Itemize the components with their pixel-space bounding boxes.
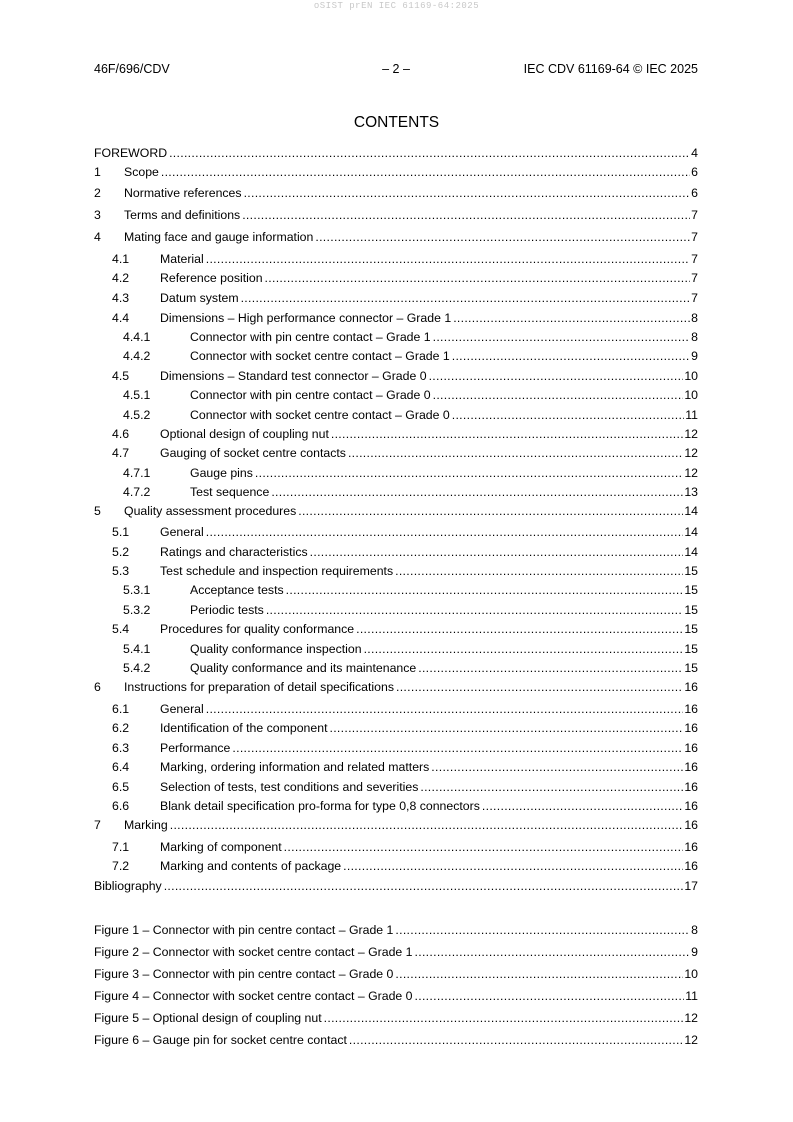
toc-entry-number: 5.4.1 xyxy=(123,642,151,656)
toc-dot-leader xyxy=(298,504,683,519)
toc-entry-title: Ratings and characteristics xyxy=(160,545,308,559)
toc-entry[interactable] xyxy=(94,311,698,326)
toc-entry[interactable] xyxy=(94,840,698,855)
toc-entry-number: 4.4 xyxy=(112,311,130,325)
toc-entry-page: 13 xyxy=(684,485,698,499)
toc-entry-number: 6.3 xyxy=(112,741,130,755)
figure-list-entry[interactable] xyxy=(94,945,698,960)
toc-entry-page: 6 xyxy=(691,186,698,200)
toc-entry-page: 7 xyxy=(691,291,698,305)
toc-entry[interactable] xyxy=(94,408,698,423)
toc-entry-page: 7 xyxy=(691,271,698,285)
toc-dot-leader xyxy=(161,165,690,180)
toc-entry-title: Identification of the component xyxy=(160,721,328,735)
toc-entry[interactable] xyxy=(94,349,698,364)
toc-dot-leader xyxy=(418,661,683,676)
toc-entry-title: FOREWORD xyxy=(94,146,168,160)
toc-entry-page: 12 xyxy=(684,1033,698,1047)
toc-entry[interactable] xyxy=(94,702,698,717)
document-reference: 46F/696/CDV xyxy=(94,62,170,76)
toc-entry-title: Connector with pin centre contact – Grade 1 xyxy=(190,330,431,344)
toc-entry-page: 11 xyxy=(685,989,698,1003)
toc-dot-leader xyxy=(255,466,683,481)
toc-entry-title: Mating face and gauge information xyxy=(124,230,314,244)
toc-entry-page: 16 xyxy=(684,840,698,854)
toc-entry-number: 4.5 xyxy=(112,369,130,383)
page-number: – 2 – xyxy=(382,62,410,76)
toc-dot-leader xyxy=(396,680,683,695)
toc-entry-title: Quality assessment procedures xyxy=(124,504,297,518)
toc-dot-leader xyxy=(271,485,683,500)
toc-dot-leader xyxy=(343,859,683,874)
toc-entry[interactable] xyxy=(94,291,698,306)
toc-entry-title: Terms and definitions xyxy=(124,208,241,222)
toc-entry[interactable] xyxy=(94,388,698,403)
toc-entry[interactable] xyxy=(94,721,698,736)
toc-entry-page: 14 xyxy=(684,525,698,539)
toc-entry-number: 6.4 xyxy=(112,760,130,774)
toc-entry-title: Figure 5 – Optional design of coupling nut xyxy=(94,1011,322,1025)
toc-dot-leader xyxy=(431,760,683,775)
toc-dot-leader xyxy=(395,967,683,982)
toc-dot-leader xyxy=(206,702,684,717)
toc-entry-number: 4.4.2 xyxy=(123,349,151,363)
toc-entry-number: 6 xyxy=(94,680,101,694)
toc-entry[interactable] xyxy=(94,271,698,286)
toc-entry-page: 8 xyxy=(691,923,698,937)
toc-entry[interactable] xyxy=(94,859,698,874)
toc-entry-title: Selection of tests, test conditions and severities xyxy=(160,780,419,794)
toc-entry-title: Marking of component xyxy=(160,840,282,854)
toc-entry-number: 4.5.2 xyxy=(123,408,151,422)
toc-entry-number: 6.1 xyxy=(112,702,130,716)
toc-entry-page: 12 xyxy=(684,1011,698,1025)
toc-entry-title: Test schedule and inspection requirements xyxy=(160,564,394,578)
figure-list-entry[interactable] xyxy=(94,1011,698,1026)
toc-entry-number: 5.2 xyxy=(112,545,130,559)
toc-entry-page: 15 xyxy=(684,564,698,578)
toc-dot-leader xyxy=(266,603,684,618)
toc-entry-title: Procedures for quality conformance xyxy=(160,622,355,636)
toc-dot-leader xyxy=(330,721,684,736)
toc-entry-page: 7 xyxy=(691,252,698,266)
toc-entry-title: General xyxy=(160,702,204,716)
toc-entry-page: 12 xyxy=(684,466,698,480)
toc-entry-title: Reference position xyxy=(160,271,263,285)
toc-entry-title: Material xyxy=(160,252,204,266)
toc-entry-title: Figure 4 – Connector with socket centre contact – Grade 0 xyxy=(94,989,413,1003)
toc-entry-number: 5.4.2 xyxy=(123,661,151,675)
toc-entry-title: Normative references xyxy=(124,186,242,200)
toc-entry[interactable] xyxy=(94,564,698,579)
figure-list-entry[interactable] xyxy=(94,967,698,982)
toc-entry-number: 4.3 xyxy=(112,291,130,305)
toc-dot-leader xyxy=(348,446,683,461)
toc-dot-leader xyxy=(242,208,690,223)
toc-entry-number: 6.2 xyxy=(112,721,130,735)
toc-entry-page: 12 xyxy=(684,446,698,460)
toc-entry-title: Bibliography xyxy=(94,879,162,893)
toc-entry-page: 7 xyxy=(691,208,698,222)
toc-entry-number: 5.3 xyxy=(112,564,130,578)
toc-entry[interactable] xyxy=(94,330,698,345)
toc-dot-leader xyxy=(315,230,690,245)
toc-entry-page: 11 xyxy=(685,408,698,422)
toc-dot-leader xyxy=(169,146,690,161)
toc-entry-page: 9 xyxy=(691,945,698,959)
toc-entry[interactable] xyxy=(94,545,698,560)
toc-entry-title: Periodic tests xyxy=(190,603,264,617)
toc-dot-leader xyxy=(482,799,683,814)
toc-dot-leader xyxy=(331,427,683,442)
toc-dot-leader xyxy=(284,840,684,855)
toc-dot-leader xyxy=(349,1033,683,1048)
toc-entry-page: 8 xyxy=(691,311,698,325)
toc-entry-page: 16 xyxy=(684,702,698,716)
toc-entry-page: 15 xyxy=(684,661,698,675)
toc-entry-page: 7 xyxy=(691,230,698,244)
toc-dot-leader xyxy=(429,369,684,384)
toc-dot-leader xyxy=(433,330,691,345)
toc-entry[interactable] xyxy=(94,369,698,384)
toc-entry-page: 16 xyxy=(684,721,698,735)
toc-entry-number: 1 xyxy=(94,165,101,179)
toc-entry[interactable] xyxy=(94,165,698,180)
toc-entry-number: 4.7.1 xyxy=(123,466,151,480)
toc-dot-leader xyxy=(324,1011,684,1026)
toc-entry[interactable] xyxy=(94,741,698,756)
toc-dot-leader xyxy=(265,271,691,286)
toc-entry[interactable] xyxy=(94,879,698,894)
toc-entry-number: 4.2 xyxy=(112,271,130,285)
toc-entry-title: Figure 6 – Gauge pin for socket centre contact xyxy=(94,1033,347,1047)
toc-dot-leader xyxy=(170,818,684,833)
toc-entry-number: 4.7 xyxy=(112,446,130,460)
toc-entry-number: 2 xyxy=(94,186,101,200)
toc-entry-title: Optional design of coupling nut xyxy=(160,427,329,441)
page-header xyxy=(94,61,698,77)
toc-entry[interactable] xyxy=(94,799,698,814)
toc-entry-title: Datum system xyxy=(160,291,239,305)
toc-entry-number: 4 xyxy=(94,230,101,244)
toc-entry[interactable] xyxy=(94,466,698,481)
toc-entry-page: 15 xyxy=(684,583,698,597)
toc-entry-page: 14 xyxy=(684,504,698,518)
toc-dot-leader xyxy=(415,945,691,960)
toc-entry[interactable] xyxy=(94,760,698,775)
toc-dot-leader xyxy=(452,408,684,423)
toc-dot-leader xyxy=(286,583,684,598)
document-watermark: oSIST prEN IEC 61169-64:2025 xyxy=(313,1,480,11)
toc-entry[interactable] xyxy=(94,208,698,223)
toc-entry[interactable] xyxy=(94,230,698,245)
toc-entry-page: 16 xyxy=(684,741,698,755)
toc-entry-title: Acceptance tests xyxy=(190,583,284,597)
toc-entry-number: 4.7.2 xyxy=(123,485,151,499)
toc-dot-leader xyxy=(433,388,684,403)
toc-entry-page: 9 xyxy=(691,349,698,363)
toc-entry-title: Scope xyxy=(124,165,159,179)
toc-entry-page: 15 xyxy=(684,642,698,656)
figure-list-entry[interactable] xyxy=(94,989,698,1004)
toc-entry[interactable] xyxy=(94,485,698,500)
toc-entry-page: 6 xyxy=(691,165,698,179)
toc-entry-title: Marking and contents of package xyxy=(160,859,342,873)
toc-entry[interactable] xyxy=(94,642,698,657)
toc-dot-leader xyxy=(232,741,683,756)
toc-dot-leader xyxy=(452,349,690,364)
toc-entry-title: Marking, ordering information and related matters xyxy=(160,760,430,774)
toc-entry-page: 16 xyxy=(684,859,698,873)
toc-entry-page: 17 xyxy=(684,879,698,893)
toc-entry-page: 4 xyxy=(691,146,698,160)
toc-entry-title: General xyxy=(160,525,204,539)
toc-entry-number: 5.1 xyxy=(112,525,130,539)
toc-entry-title: Instructions for preparation of detail specifications xyxy=(124,680,394,694)
toc-entry-number: 6.5 xyxy=(112,780,130,794)
toc-entry-title: Dimensions – High performance connector – Grade 1 xyxy=(160,311,452,325)
toc-entry-number: 4.4.1 xyxy=(123,330,151,344)
toc-entry[interactable] xyxy=(94,504,698,519)
toc-dot-leader xyxy=(364,642,684,657)
toc-entry[interactable] xyxy=(94,252,698,267)
toc-entry[interactable] xyxy=(94,622,698,637)
toc-entry-title: Figure 2 – Connector with socket centre contact – Grade 1 xyxy=(94,945,413,959)
toc-entry-number: 3 xyxy=(94,208,101,222)
toc-entry-number: 6.6 xyxy=(112,799,130,813)
toc-dot-leader xyxy=(356,622,683,637)
toc-entry-number: 7.1 xyxy=(112,840,130,854)
toc-dot-leader xyxy=(420,780,683,795)
toc-entry-title: Connector with pin centre contact – Grade 0 xyxy=(190,388,431,402)
toc-entry-page: 12 xyxy=(684,427,698,441)
toc-entry-number: 7.2 xyxy=(112,859,130,873)
toc-entry-title: Performance xyxy=(160,741,231,755)
toc-entry-title: Quality conformance inspection xyxy=(190,642,362,656)
toc-entry-number: 4.6 xyxy=(112,427,130,441)
toc-entry[interactable] xyxy=(94,780,698,795)
toc-entry-title: Gauge pins xyxy=(190,466,253,480)
toc-dot-leader xyxy=(206,525,684,540)
toc-entry[interactable] xyxy=(94,446,698,461)
toc-entry[interactable] xyxy=(94,603,698,618)
toc-entry[interactable] xyxy=(94,525,698,540)
toc-entry-title: Blank detail specification pro-forma for type 0,8 connectors xyxy=(160,799,480,813)
toc-entry-title: Gauging of socket centre contacts xyxy=(160,446,346,460)
toc-dot-leader xyxy=(244,186,691,201)
toc-dot-leader xyxy=(310,545,684,560)
toc-entry[interactable] xyxy=(94,661,698,676)
toc-dot-leader xyxy=(206,252,690,267)
toc-entry[interactable] xyxy=(94,583,698,598)
toc-entry-title: Marking xyxy=(124,818,168,832)
toc-dot-leader xyxy=(164,879,684,894)
contents-heading: CONTENTS xyxy=(353,114,440,131)
toc-entry-page: 16 xyxy=(684,799,698,813)
toc-entry-page: 15 xyxy=(684,622,698,636)
toc-entry-page: 10 xyxy=(684,388,698,402)
toc-entry-number: 5.3.1 xyxy=(123,583,151,597)
toc-entry-number: 5.3.2 xyxy=(123,603,151,617)
toc-entry[interactable] xyxy=(94,186,698,201)
toc-entry-number: 4.5.1 xyxy=(123,388,151,402)
toc-entry-number: 5 xyxy=(94,504,101,518)
toc-entry-title: Figure 1 – Connector with pin centre contact – Grade 1 xyxy=(94,923,394,937)
toc-dot-leader xyxy=(395,564,683,579)
toc-dot-leader xyxy=(453,311,690,326)
toc-entry-page: 16 xyxy=(684,760,698,774)
toc-entry-page: 15 xyxy=(684,603,698,617)
toc-entry-number: 5.4 xyxy=(112,622,130,636)
toc-entry-title: Figure 3 – Connector with pin centre contact – Grade 0 xyxy=(94,967,394,981)
toc-entry[interactable] xyxy=(94,146,698,161)
toc-entry-number: 7 xyxy=(94,818,101,832)
toc-entry-page: 8 xyxy=(691,330,698,344)
toc-entry-title: Dimensions – Standard test connector – Grade 0 xyxy=(160,369,427,383)
toc-entry-page: 16 xyxy=(684,680,698,694)
toc-entry-page: 10 xyxy=(684,369,698,383)
toc-entry[interactable] xyxy=(94,818,698,833)
toc-entry-title: Connector with socket centre contact – Grade 0 xyxy=(190,408,450,422)
figure-list-entry[interactable] xyxy=(94,923,698,938)
toc-dot-leader xyxy=(395,923,690,938)
toc-entry-page: 16 xyxy=(684,780,698,794)
toc-dot-leader xyxy=(415,989,685,1004)
toc-entry-page: 14 xyxy=(684,545,698,559)
toc-dot-leader xyxy=(241,291,691,306)
toc-entry-number: 4.1 xyxy=(112,252,130,266)
standard-reference: IEC CDV 61169-64 © IEC 2025 xyxy=(523,62,698,76)
toc-entry-title: Connector with socket centre contact – Grade 1 xyxy=(190,349,450,363)
toc-entry-title: Test sequence xyxy=(190,485,270,499)
toc-entry-page: 10 xyxy=(684,967,698,981)
toc-entry[interactable] xyxy=(94,427,698,442)
figure-list-entry[interactable] xyxy=(94,1033,698,1048)
toc-entry[interactable] xyxy=(94,680,698,695)
toc-entry-title: Quality conformance and its maintenance xyxy=(190,661,417,675)
toc-entry-page: 16 xyxy=(684,818,698,832)
